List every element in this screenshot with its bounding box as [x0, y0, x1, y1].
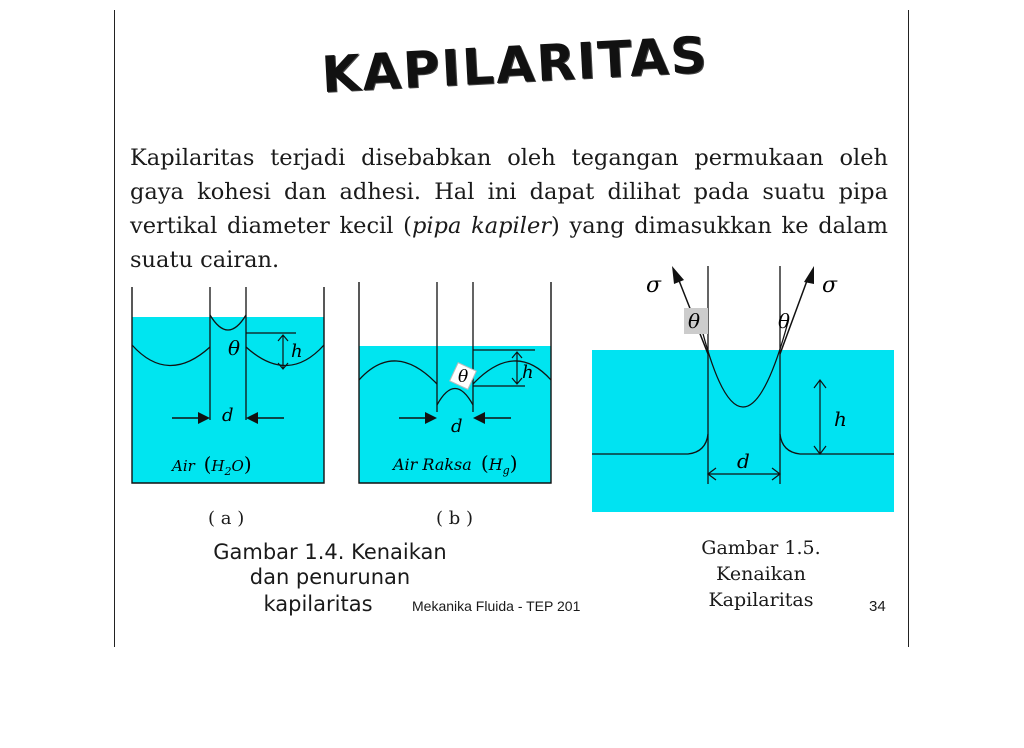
caption-1-5-line-2: Kenaikan — [716, 563, 806, 585]
paragraph-text-1: Kapilaritas terjadi disebabkan oleh tegangan permukaan oleh gaya kohesi dan adhesi. Hal ini dapat dilihat pada suatu pipa vertikal diameter kecil ( — [130, 145, 888, 239]
liquid-body-c — [592, 350, 894, 512]
formula-h-a: H — [211, 457, 225, 475]
caption-1-5-line-3: Kapilaritas — [708, 589, 814, 611]
theta-label-a: θ — [228, 336, 241, 360]
formula-open-b: ( — [480, 451, 489, 475]
formula-sub-b: g — [502, 464, 510, 477]
formula-close-b: ) — [509, 451, 518, 475]
h-label-c: h — [834, 407, 847, 431]
formula-h-b: H — [488, 455, 503, 474]
sigma-label-right: σ — [822, 273, 838, 298]
liquid-name-a: Air — [172, 457, 195, 475]
paragraph-text-2: ) yang dimasukkan ke dalam suatu cairan. — [130, 213, 888, 273]
sigma-arrowheads-c — [672, 266, 814, 284]
left-border — [114, 10, 115, 647]
liquid-name-b: Air Raksa — [393, 455, 472, 474]
caption-1-4-line-3: kapilaritas — [263, 592, 373, 616]
formula-sub-a: 2 — [224, 465, 232, 478]
sublabel-b: ( b ) — [436, 508, 474, 529]
theta-label-c2: θ — [778, 309, 791, 333]
footer-course: Mekanika Fluida - TEP 201 — [412, 598, 581, 614]
h-label-a: h — [291, 341, 303, 362]
d-label-a: d — [222, 405, 234, 426]
figure-b-mercury-capillary — [355, 280, 557, 490]
h-label-b: h — [522, 362, 534, 383]
intro-paragraph — [130, 141, 888, 277]
page-title: KAPILARITAS — [320, 25, 710, 105]
formula-o-a: O — [231, 457, 244, 475]
figure-c-capillary-rise — [592, 262, 896, 516]
d-label-c: d — [737, 449, 750, 473]
caption-1-5-line-1: Gambar 1.5. — [701, 537, 821, 559]
right-border — [908, 10, 909, 647]
theta-label-c1: θ — [688, 309, 701, 333]
theta-label-b: θ — [458, 367, 469, 387]
caption-gambar-1-5 — [676, 535, 846, 613]
sigma-label-left: σ — [646, 273, 662, 298]
formula-open-a: ( — [203, 452, 212, 476]
paragraph-italic-term: pipa kapiler — [411, 213, 552, 239]
liquid-label-b — [391, 451, 518, 477]
footer-page-number: 34 — [869, 598, 886, 615]
d-label-b: d — [451, 416, 463, 437]
caption-1-4-line-2: dan penurunan — [249, 565, 411, 589]
formula-close-a: ) — [243, 452, 252, 476]
caption-1-4-line-1: Gambar 1.4. Kenaikan — [213, 540, 447, 564]
sublabel-a: ( a ) — [208, 508, 245, 529]
figure-a-water-capillary — [128, 285, 330, 490]
